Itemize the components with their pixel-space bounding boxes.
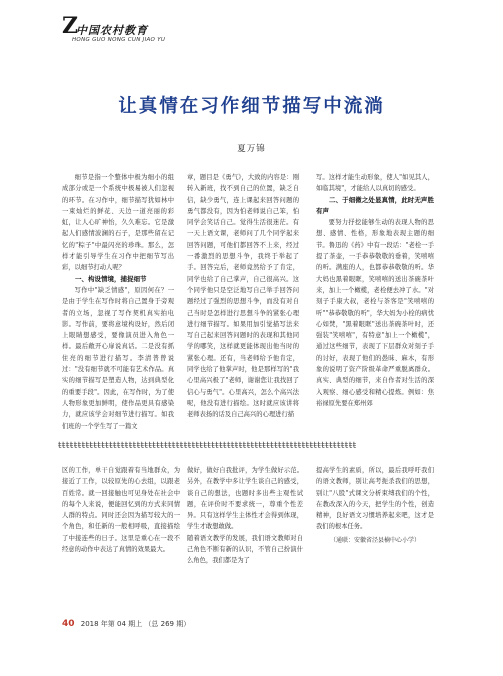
bottom-column-2 [187,465,303,615]
paragraph: 提高学生的素质，所以，最后我呼吁我们的语文教师，别让高考扼杀我们的思想，别让"八股"式课文分析束缚我们的个性，在教改深入的今天，把学生的个性，创造精神，良好语文习惯培养起来吧，这才是我们的根本任务。 [316,467,434,531]
paragraph: 要努力抒挖能够生动的表现人物的思想、感情、性格，形象地表现主题的细节。鲁迅的《药》中有一段话："老栓一手提了茶壶，一手恭恭敬敬的垂着，笑嘻嘻的听。满座的人，也都恭恭敬敬的听。华大妈也黑着眼眶，笑嘻嘻的送出茶碗茶叶来，加上一个橄榄，老栓便去冲了水。"对刻子手康大叔，老栓与茶客是"笑嘻嘻的听""恭恭敬敬的听"，华大妈为小栓的病忧心如焚，"黑着眼眶"送出茶碗茶叶时，还强装"笑嘻嘻"，有特意"加上一个橄榄"，通过这些细节，表现了下层群众对刻子手的讨好，表现了他们的愚昧、麻木，有形象的说明了资产阶级革命严重脱离群众。真实、典型的细节，来自作者对生活的深入观察、细心感受和精心提炼。例如：焦裕禄原先要在郑州郊 [316,219,434,407]
paragraph: 写。这样才能生动形象，使人"如见其人，如临其境"，才能给人以真切的感受。 [316,174,434,193]
journal-masthead [62,13,262,52]
journal-logo: Z [62,13,79,39]
article-separator: ŧŧŧŧŧŧŧŧŧŧŧŧŧŧŧŧŧŧŧŧŧŧŧŧŧŧŧŧŧŧŧŧŧŧŧŧŧŧŧŧŧŧŧŧŧŧŧŧŧŧŧŧŧŧŧŧŧŧŧŧŧŧŧŧŧŧŧŧŧŧŧŧŧŧŧŧ [58,441,357,451]
bottom-column-1 [62,465,180,615]
section-heading-1: 一、构设情境，捕捉细节 [75,274,147,283]
text-column-2 [187,172,299,434]
article-author: 夏万锦 [237,144,266,154]
paragraph: 写作中"缺乏情感"，原因何在？一是由于学生在写作时将自己置身于旁观者的立场，忽视了写作契机真实拍电影。写作前，要将意境构设好，然后闭上眼睛想感受，要像演员进入角色一样。最后敞开心扉说真话。二是没有抓住亮的细节进行描写。李清普曾说过："没有细节就不可能有艺术作品。真实的细节描写是塑造人物，达到典型化的重要手段"。因此，在写作时，为了使人物形象更加鲜明，使作品更具有感染力，就应该学会对细节进行描写。如我们班的一个学生写了一篇文 [62,286,174,430]
page-footer [62,619,190,629]
paragraph: 区的工作，单干自觉跟着有当地群众，为接近了工作，以较原先的心去组，以跟老百姓常。就一回接触也可见身处在社会中的每个人来说，便能回忆到的方式来同情人群的特点。同时还会因为描写较大的一个角色，和任新的一般相呼吸，直接描绘了中接连些的日子。这里是重心在一段不经意的动作中表达了真情的效果最大。 [62,467,180,554]
journal-title-cn: 中国农村教育 [76,24,148,37]
section-heading-2: 二、于细微之处显真情，此时无声胜有声 [316,195,434,215]
paragraph: 细节是指一个整体中极为细小的组成部分或是一个系统中极易被人们忽视的环节。在习作中，细节描写犹如林中一束灿烂的鲜花、天边一道亮丽的彩虹，让人心旷神怡，久久难忘。它是激起人们感情波澜的石子，是那些留在记忆的"粽子"中最闪亮的珍珠。那么，怎样才能引导学生在习作中把细节写出彩，以细节打动人呢？ [62,174,174,272]
page-number: 40 [62,619,75,629]
paragraph: 章，题目是《勇气》，大致的内容是：刚转入新班，找不到自己的位置，缺乏自信，缺少勇气，连上课起来回答问题的勇气都没有，因为怕老师说自己笨，怕同学会笑话自己。觉得生活很迷茫。有一天上语文课，老师问了几个同学起来回答问题，可他们都回答不上来，经过一番激烈的思想斗争，我终于举起了手。回答完后，老师竟然给予了肯定，同学也给了自己掌声，自己很高兴。这个同学他只是空泛地写自己举手回答问题经过了强烈的思想斗争，而没有对自己当时是怎样进行思想斗争的紧张心理进行细节描写。如果用加引觉描写法来写自己起来回答问题时的表现和其他同学的哪笑，这样就更能体现出他当时的紧张心理。还有，当老师给予他肯定，同学也给了他掌声时，他是那样写的"我心里高兴极了"老师，谢谢您让我找回了信心与勇气"。心里高兴，怎么个高兴法呢，他没有进行描绘。这时就应该讲将老师表扬的话及自己高兴的心理进行描 [187,174,299,419]
journal-title-en: HONG GUO NONG CUN JIAO YU [72,37,166,43]
article-title: 让真情在习作细节描写中流淌 [118,96,385,117]
text-column-1 [62,172,174,434]
bottom-column-3 [316,465,434,615]
contact-note: （通联：安徽省泾县楠中心小学） [329,536,420,544]
paragraph: 做好，做好自我批评，为学生做好示范。另外，在教学中多让学生谈自己的感受，谈自己的想法，也题时多出些主观性试题，在评价时不要求统一，尊重个性差异。只有这样学生主体性才会得到体现，学生才敢想敢做。 随着语文教学的发展，我们语文教师对自己角色不断有新的认识，不管自己扮演什么角色，我们都是为了 [187,467,303,565]
issue-info: 2018 年第 04 期上 （总 269 期） [80,620,191,628]
text-column-3 [316,172,434,434]
